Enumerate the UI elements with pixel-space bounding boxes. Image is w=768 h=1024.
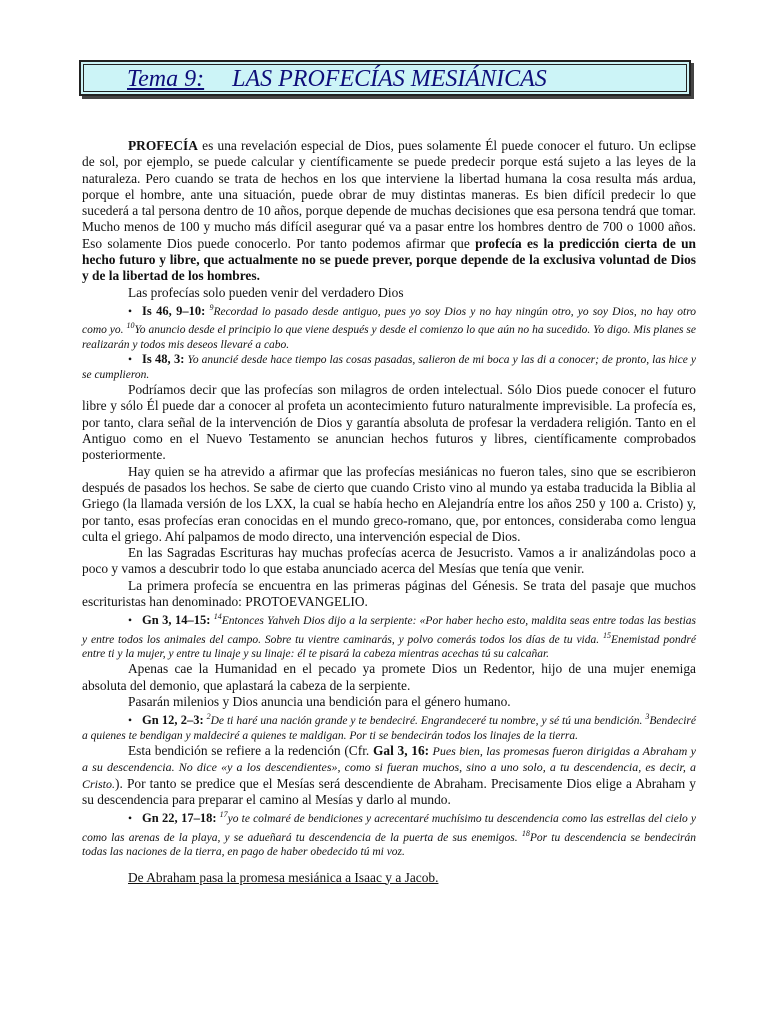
verse-number: 18 [521,828,530,838]
definition-bold: profecía es la predicción cierta de un hecho futuro y libre, que actualmente no se puede prever, porque depende de la exclusiva voluntad de Dios y de la libertad de los hombres. [82,235,696,284]
document-body [82,138,696,886]
verse-number: 10 [126,321,135,331]
bullet-icon: • [128,715,133,728]
verse-is-46 [82,301,696,352]
paragraph-miracles: Podríamos decir que las profecías son milagros de orden intelectual. Sólo Dios puede conocer el futuro libre y sólo Él puede dar a conocer al profeta un acontecimiento futuro naturalmente imprevisible. La profecía es, por tanto, clara señal de la intervención de Dios y garantía absoluta de profesar la verdadera religión. Tanto en el Antiguo como en el Nuevo Testamento se anuncian hechos futuros y libres, científicamente comprobados posteriormente. [82,382,696,463]
verse-gn-12 [82,710,696,743]
verse-text: Yo anuncio desde el principio lo que viene después y desde el comienzo lo que aún no ha sucedido. Yo digo. Mis planes se realizarán y todos mis deseos llevaré a cabo. [82,324,697,351]
verse-text: Yo anuncié desde hace tiempo las cosas pasadas, salieron de mi boca y las di a conocer; de pronto, las hice y se cumplieron. [82,354,696,381]
verse-text: Recordad lo pasado desde antiguo, pues yo soy Dios y no hay ningún otro, yo soy Dios, no hay otro como yo. [82,305,697,337]
lead-word: PROFECÍA [128,138,198,153]
paragraph-lxx: Hay quien se ha atrevido a afirmar que las profecías mesiánicas no fueron tales, sino que se escribieron después de pasados los hechos. Se sabe de cierto que cuando Cristo vino al mundo ya estaba traducida la Biblia al Griego (la llamada versión de los LXX, la cual se había hecho en Alejandría entre los años 250 y 100 a. Cristo) y, por tanto, esas profecías eran conocidas en el mundo greco-romano, que, por entonces, consideraba como lengua culta el griego. Ahí palpamos de modo directo, una intervención especial de Dios. [82,463,696,544]
verse-reference: Gn 3, 14–15: [142,613,211,628]
verse-text: Entonces Yahveh Dios dijo a la serpiente: «Por haber hecho esto, maldita seas entre todas las bestias y entre todos los animales del campo. Sobre tu vientre caminarás, y polvo comerás todos los días de tu vida. [82,615,696,646]
paragraph-redeemer: Apenas cae la Humanidad en el pecado ya promete Dios un Redentor, hijo de una mujer enemiga absoluta del demonio, que aplastará la cabeza de la serpiente. [82,661,696,693]
verse-gn-22 [82,808,696,859]
verse-number: 14 [213,612,222,622]
paragraph-protoevangelio: La primera profecía se encuentra en las primeras páginas del Génesis. Se trata del pasaje que muchos escrituristas han denominado: PROTOEVANGELIO. [82,577,696,609]
closing-line: De Abraham pasa la promesa mesiánica a Isaac y a Jacob. [128,869,439,885]
bullet-icon: • [128,615,133,628]
paragraph-abraham [82,743,696,808]
verse-number: 17 [219,810,228,820]
verse-text: De ti haré una nación grande y te bendeciré. Engrandeceré tu nombre, y sé tú una bendición. [210,715,646,728]
verse-number: 2 [206,712,211,722]
verse-reference: Gn 12, 2–3: [142,713,204,728]
verse-number: 9 [209,302,214,312]
title-box [79,60,691,96]
verse-number: 15 [603,630,611,640]
inline-quote: Pues bien, las promesas fueron dirigidas a Abraham y a su descendencia. No dice «y a los descendientes», como si fueran muchos, sino a uno solo, a tu descendencia, es decir, a Cristo. [82,744,696,791]
topic-title: LAS PROFECÍAS MESIÁNICAS [232,66,547,92]
paragraph-true-god: Las profecías solo pueden venir del verdadero Dios [128,284,404,300]
topic-number: Tema 9: [127,66,205,92]
bullet-icon: • [128,305,133,318]
verse-reference: Is 48, 3: [142,352,185,367]
definition-text: es una revelación especial de Dios, pues solamente Él puede conocer el futuro. Un eclipse de sol, por ejemplo, se puede calcular y científicamente se puede predecir porque está sujeto a las leyes de la naturaleza. Pero cuando se trata de hechos en los que interviene la libertad humana la cosa resulta más ardua, porque el hombre, ante una situación, puede obrar de muy distintas maneras. Es bien difícil predecir lo que sucederá a tal persona dentro de 10 años, porque depende de muchas decisiones que esa persona tendrá que tomar. Mucho menos de 100 y mucho más difícil asegurar qué va a pasar entre los hombres dentro de 700 o 1000 años. Eso solamente Dios puede conocerlo. Por tanto podemos afirmar que [82,138,696,251]
bullet-icon: • [128,813,133,826]
verse-text: yo te colmaré de bendiciones y acrecentaré muchísimo tu descendencia como las estrellas del cielo y como las arenas de la playa, y se adueñará tu descendencia de la puerta de sus enemigos. [82,813,697,844]
verse-reference: Is 46, 9–10: [142,303,206,318]
paragraph-text: Esta bendición se refiere a la redención (Cfr. [128,743,373,759]
verse-reference: Gn 22, 17–18: [142,811,217,826]
verse-text: Por tu descendencia se bendecirán todas las naciones de la tierra, en pago de haber obedecido tú mi voz. [82,831,696,858]
verse-is-48 [82,352,696,382]
verse-number: 3 [645,712,650,722]
bullet-icon: • [128,354,133,367]
verse-gn-3 [82,610,696,661]
verse-text: Enemistad pondré entre ti y la mujer, y entre tu linaje y su linaje: él te pisará la cabeza mientras acechas tú su calcañar. [82,633,696,660]
paragraph-text: ). Por tanto se predice que el Mesías será descendiente de Abraham. Precisamente Dios elige a Abraham y su descendencia para preparar el camino al Mesías y darlo al mundo. [82,775,696,808]
paragraph-blessing: Pasarán milenios y Dios anuncia una bendición para el género humano. [128,694,511,710]
paragraph-scriptures: En las Sagradas Escrituras hay muchas profecías acerca de Jesucristo. Vamos a ir analizándolas poco a poco y vamos a descubrir todo lo que estaba anunciado acerca del Mesías que tenía que venir. [82,545,696,577]
verse-text: Bendeciré a quienes te bendigan y maldeciré a quienes te maldigan. Por ti se bendecirán todos los linajes de la tierra. [82,715,696,742]
page-title [127,65,547,93]
inline-reference: Gal 3, 16: [372,743,430,759]
paragraph-definition [82,138,696,285]
